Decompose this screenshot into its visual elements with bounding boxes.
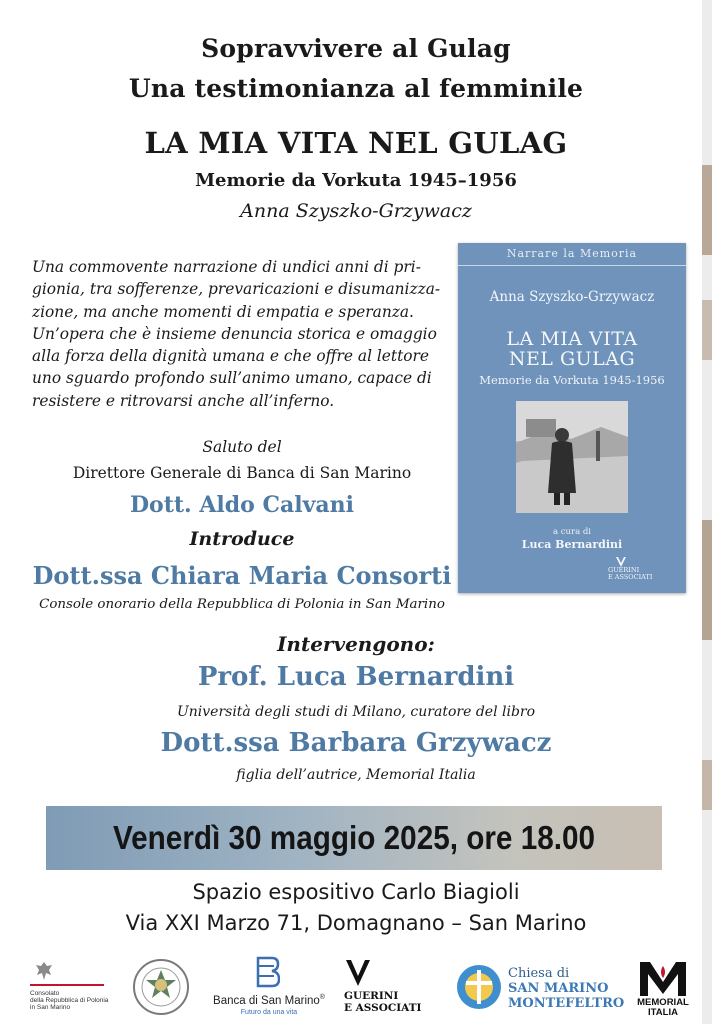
book-title: LA MIA VITA NEL GULAG [144, 126, 568, 160]
book-cover [458, 243, 686, 593]
cover-subtitle: Memorie da Vorkuta 1945-1956 [479, 373, 665, 387]
banca-name: Banca di San Marino [213, 994, 320, 1007]
book-description [32, 256, 440, 412]
description-line: zione, ma anche momenti di empatia e speranza. [32, 302, 414, 321]
event-venue: Spazio espositivo Carlo Biagioli [192, 880, 520, 904]
speaker-role: Università degli studi di Milano, curatore del libro [176, 704, 536, 720]
cover-author: Anna Szyszko-Grzywacz [489, 289, 655, 305]
cover-publisher-line: GUERINI [608, 566, 640, 574]
intro-role: Console onorario della Repubblica di Polonia in San Marino [39, 597, 445, 612]
speaker-name: Prof. Luca Bernardini [197, 662, 515, 692]
guerini-v-icon [346, 960, 370, 986]
consolato-line: in San Marino [30, 1004, 71, 1011]
description-line: Un’opera che è insieme denuncia storica e omaggio [32, 324, 437, 343]
description-line: Una commovente narrazione di undici anni di pri- [32, 258, 421, 276]
logo-circolo [132, 958, 190, 1016]
cover-title-line: NEL GULAG [508, 348, 636, 370]
cover-cura-label: a cura di [553, 527, 591, 537]
event-date-time: Venerdì 30 maggio 2025, ore 18.00 [112, 819, 596, 856]
edge-accent [702, 520, 712, 640]
guerini-line: E ASSOCIATI [344, 1002, 422, 1014]
flag-red-line [30, 984, 104, 986]
chiesa-line: SAN MARINO [508, 981, 609, 996]
edge-accent [702, 300, 712, 360]
speaker-role: figlia dell’autrice, Memorial Italia [236, 767, 476, 783]
description-line: gionia, tra sofferenze, prevaricazioni e disumanizza- [32, 280, 441, 299]
chiesa-emblem-icon [456, 964, 502, 1010]
logo-banca [204, 956, 334, 1018]
chiesa-line: Chiesa di [508, 966, 570, 981]
cover-publisher-line: E ASSOCIATI [608, 573, 653, 581]
description-line: alla forza della dignità umana e che offre al lettore [32, 347, 430, 366]
heading-line-2: Una testimonianza al femminile [128, 74, 584, 103]
description-line: resistere e ritrovarsi anche all’inferno. [32, 391, 335, 410]
speakers-label: Intervengono: [277, 632, 435, 656]
intro-label: Introduce [189, 528, 295, 550]
logo-consolato [30, 960, 120, 1012]
heading-line-1: Sopravvivere al Gulag [201, 34, 511, 63]
consolato-line: Consolato [30, 990, 60, 997]
chiesa-line: MONTEFELTRO [508, 996, 625, 1011]
greeting-role: Direttore Generale di Banca di San Marino [72, 464, 412, 482]
greeting-name: Dott. Aldo Calvani [129, 492, 355, 518]
book-subtitle: Memorie da Vorkuta 1945–1956 [195, 170, 517, 191]
logo-memorial [636, 958, 690, 1020]
cover-photo-image [516, 401, 628, 513]
cover-photo [516, 401, 628, 513]
logo-chiesa [456, 964, 624, 1016]
banca-registered-mark: ® [319, 994, 325, 1001]
circular-seal-icon [132, 958, 190, 1016]
logo-guerini [344, 958, 434, 1018]
cover-series: Narrare la Memoria [458, 243, 686, 266]
greeting-label: Saluto del [202, 438, 282, 456]
memorial-m-icon [638, 958, 688, 998]
consolato-line: della Repubblica di Polonia [30, 997, 109, 1004]
banca-tagline: Futuro da una vita [240, 1009, 298, 1016]
cover-title [458, 329, 686, 369]
memorial-line: ITALIA [648, 1007, 678, 1018]
cover-title-line: LA MIA VITA [506, 328, 638, 350]
cover-publisher [608, 557, 668, 581]
memorial-line: MEMORIAL [637, 997, 689, 1008]
book-author: Anna Szyszko-Grzywacz [240, 200, 472, 222]
description-line: uno sguardo profondo sull’animo umano, capace di [32, 369, 432, 388]
intro-name: Dott.ssa Chiara Maria Consorti [32, 561, 452, 590]
event-address: Via XXI Marzo 71, Domagnano – San Marino [125, 911, 587, 935]
speaker-name: Dott.ssa Barbara Grzywacz [160, 728, 552, 758]
banca-b-icon [254, 956, 280, 988]
cover-editor: Luca Bernardini [521, 538, 623, 551]
polish-eagle-icon [34, 960, 54, 982]
guerini-line: GUERINI [344, 990, 399, 1002]
